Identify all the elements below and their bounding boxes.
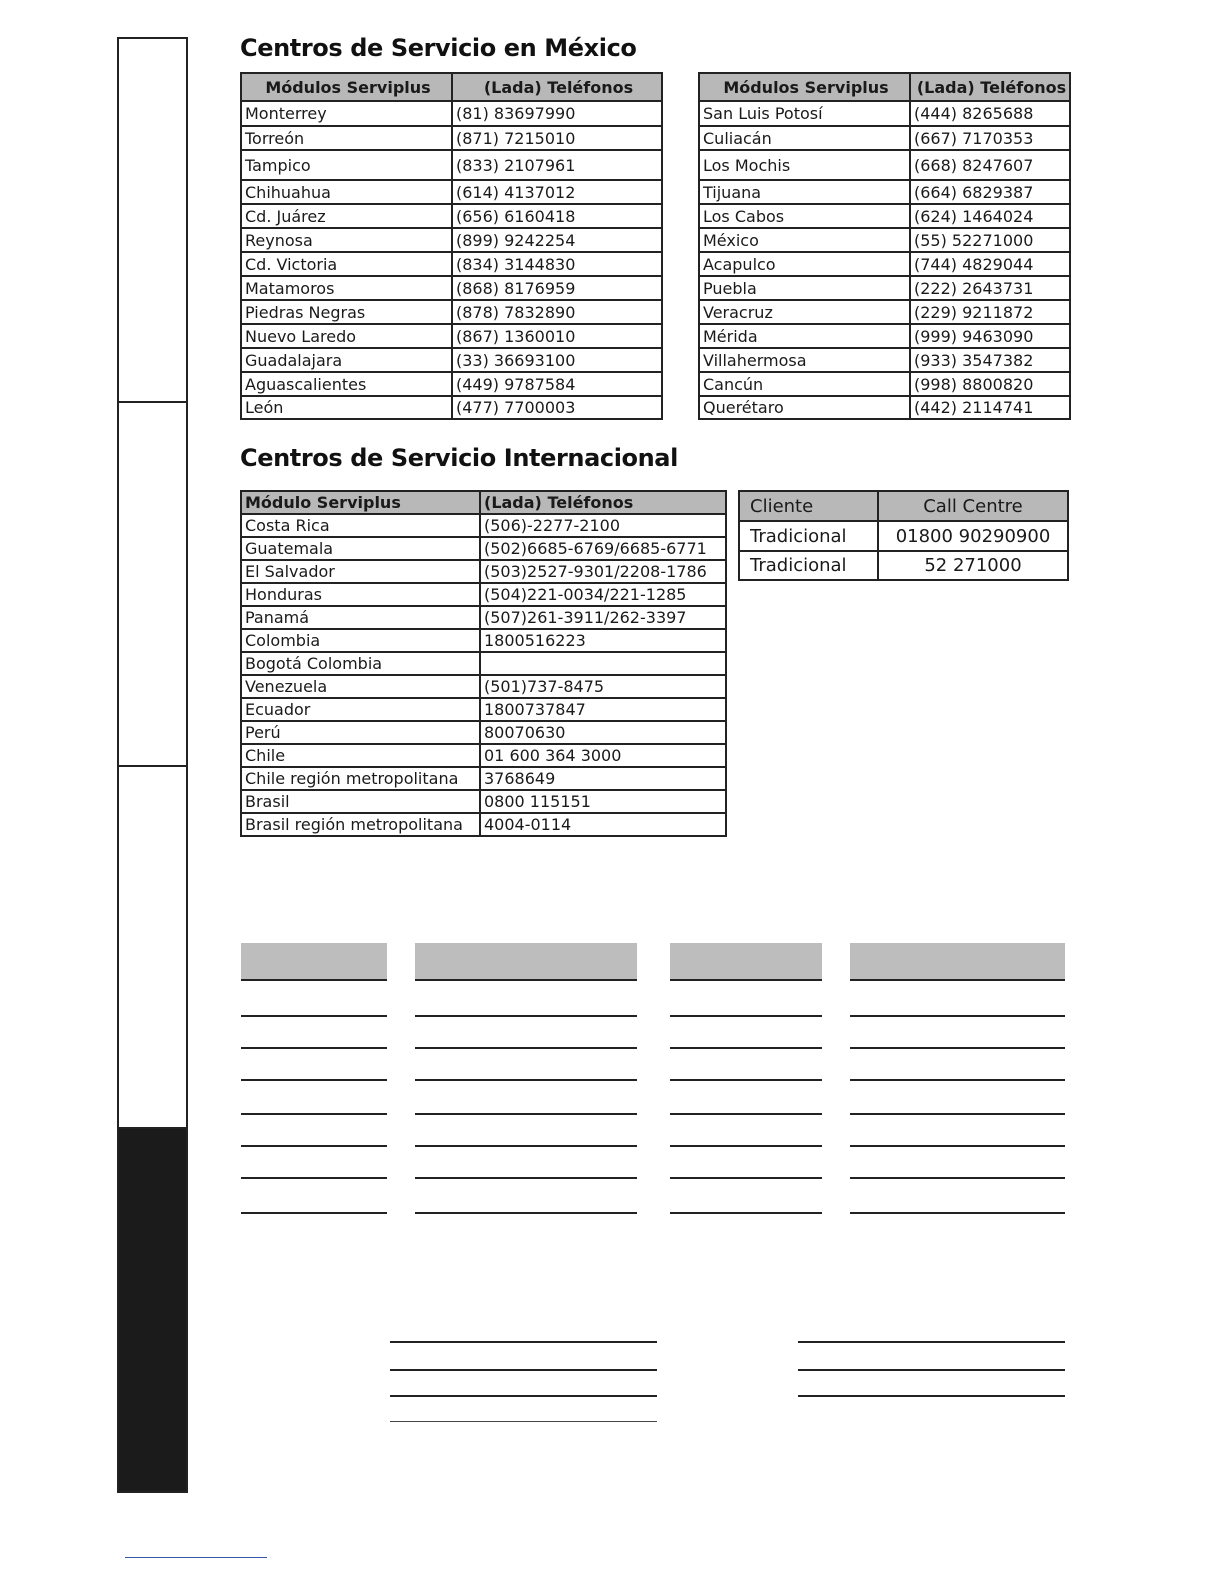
form-blank-line — [241, 1113, 387, 1115]
location-cell: Torreón — [241, 126, 452, 150]
phone-cell: (624) 1464024 — [910, 204, 1070, 228]
table-row — [699, 228, 1070, 252]
location-cell: San Luis Potosí — [699, 101, 910, 126]
form-blank-line — [415, 1015, 637, 1017]
phone-cell: (899) 9242254 — [452, 228, 662, 252]
phone-cell: 01800 90290900 — [878, 521, 1068, 551]
table-row — [241, 652, 726, 675]
location-cell: Colombia — [241, 629, 480, 652]
table-row — [241, 537, 726, 560]
table-row — [241, 560, 726, 583]
location-cell: México — [699, 228, 910, 252]
table-row — [699, 252, 1070, 276]
phone-cell: (871) 7215010 — [452, 126, 662, 150]
form-blank-line — [241, 1079, 387, 1081]
table-row — [241, 698, 726, 721]
location-cell: Veracruz — [699, 300, 910, 324]
table-row — [241, 629, 726, 652]
col-header-module: Módulos Serviplus — [699, 73, 910, 101]
international-title: Centros de Servicio Internacional — [240, 444, 678, 472]
phone-cell: (222) 2643731 — [910, 276, 1070, 300]
phone-cell: (449) 9787584 — [452, 372, 662, 396]
form-column-header-3 — [670, 943, 822, 981]
signature-line — [390, 1341, 657, 1343]
side-tab-active — [117, 1127, 188, 1493]
location-cell: Guadalajara — [241, 348, 452, 372]
location-cell: Chihuahua — [241, 180, 452, 204]
phone-cell: 1800737847 — [480, 698, 726, 721]
location-cell: Querétaro — [699, 396, 910, 419]
form-column-header-1 — [241, 943, 387, 981]
table-row — [241, 228, 662, 252]
location-cell: El Salvador — [241, 560, 480, 583]
form-blank-line — [415, 1177, 637, 1179]
location-cell: Reynosa — [241, 228, 452, 252]
location-cell: Venezuela — [241, 675, 480, 698]
location-cell: Brasil — [241, 790, 480, 813]
table-row — [699, 372, 1070, 396]
signature-line — [390, 1369, 657, 1371]
form-blank-line — [415, 1145, 637, 1147]
phone-cell: 01 600 364 3000 — [480, 744, 726, 767]
table-row — [241, 744, 726, 767]
phone-cell: (868) 8176959 — [452, 276, 662, 300]
form-blank-line — [415, 1113, 637, 1115]
col-header-call-centre: Call Centre — [878, 491, 1068, 521]
col-header-phone: (Lada) Teléfonos — [910, 73, 1070, 101]
form-blank-line — [415, 1212, 637, 1214]
phone-cell: (878) 7832890 — [452, 300, 662, 324]
table-row — [241, 372, 662, 396]
location-cell: Honduras — [241, 583, 480, 606]
form-blank-line — [670, 1145, 822, 1147]
table-row — [699, 204, 1070, 228]
signature-line — [390, 1395, 657, 1397]
form-blank-line — [415, 1047, 637, 1049]
table-row — [241, 204, 662, 228]
table-row — [241, 276, 662, 300]
table-row — [241, 514, 726, 537]
form-blank-line — [670, 1212, 822, 1214]
col-header-module: Módulo Serviplus — [241, 491, 480, 514]
phone-cell: (656) 6160418 — [452, 204, 662, 228]
table-row — [699, 396, 1070, 419]
phone-cell: (502)6685-6769/6685-6771 — [480, 537, 726, 560]
form-blank-line — [241, 1015, 387, 1017]
form-blank-line — [241, 1047, 387, 1049]
phone-cell: (504)221-0034/221-1285 — [480, 583, 726, 606]
location-cell: Cd. Juárez — [241, 204, 452, 228]
table-row — [241, 767, 726, 790]
side-tab-2 — [117, 401, 188, 767]
phone-cell: (444) 8265688 — [910, 101, 1070, 126]
table-row — [241, 324, 662, 348]
location-cell: Los Cabos — [699, 204, 910, 228]
location-cell: Chile — [241, 744, 480, 767]
location-cell: Costa Rica — [241, 514, 480, 537]
location-cell: Ecuador — [241, 698, 480, 721]
form-blank-line — [850, 1212, 1065, 1214]
signature-line — [798, 1341, 1065, 1343]
phone-cell: (55) 52271000 — [910, 228, 1070, 252]
table-row — [241, 348, 662, 372]
table-row — [699, 348, 1070, 372]
location-cell: Brasil región metropolitana — [241, 813, 480, 836]
col-header-phone: (Lada) Teléfonos — [480, 491, 726, 514]
phone-cell: (506)-2277-2100 — [480, 514, 726, 537]
phone-cell: (744) 4829044 — [910, 252, 1070, 276]
location-cell: Panamá — [241, 606, 480, 629]
phone-cell: (664) 6829387 — [910, 180, 1070, 204]
phone-cell — [480, 652, 726, 675]
phone-cell: (442) 2114741 — [910, 396, 1070, 419]
location-cell: Acapulco — [699, 252, 910, 276]
table-row — [699, 101, 1070, 126]
form-blank-line — [850, 1015, 1065, 1017]
table-row — [241, 126, 662, 150]
phone-cell: (477) 7700003 — [452, 396, 662, 419]
table-row — [739, 551, 1068, 580]
form-blank-line — [850, 1177, 1065, 1179]
phone-cell: 0800 115151 — [480, 790, 726, 813]
location-cell: Monterrey — [241, 101, 452, 126]
phone-cell: 80070630 — [480, 721, 726, 744]
signature-line — [798, 1369, 1065, 1371]
signature-line — [390, 1421, 657, 1422]
location-cell: Cancún — [699, 372, 910, 396]
mexico-title: Centros de Servicio en México — [240, 34, 637, 62]
col-header-module: Módulos Serviplus — [241, 73, 452, 101]
international-table — [240, 490, 727, 837]
form-blank-line — [670, 1079, 822, 1081]
location-cell: Tampico — [241, 150, 452, 180]
location-cell: Tradicional — [739, 521, 878, 551]
table-row — [241, 583, 726, 606]
table-row — [241, 790, 726, 813]
location-cell: Nuevo Laredo — [241, 324, 452, 348]
phone-cell: (667) 7170353 — [910, 126, 1070, 150]
phone-cell: (933) 3547382 — [910, 348, 1070, 372]
form-blank-line — [670, 1047, 822, 1049]
table-row — [241, 101, 662, 126]
phone-cell: 1800516223 — [480, 629, 726, 652]
phone-cell: (81) 83697990 — [452, 101, 662, 126]
table-row — [241, 180, 662, 204]
table-row — [699, 180, 1070, 204]
phone-cell: (503)2527-9301/2208-1786 — [480, 560, 726, 583]
table-row — [241, 150, 662, 180]
location-cell: Bogotá Colombia — [241, 652, 480, 675]
mexico-table-left — [240, 72, 663, 420]
table-row — [699, 324, 1070, 348]
table-row — [699, 126, 1070, 150]
form-blank-line — [241, 1212, 387, 1214]
phone-cell: (999) 9463090 — [910, 324, 1070, 348]
table-row — [241, 675, 726, 698]
location-cell: Los Mochis — [699, 150, 910, 180]
form-blank-line — [241, 1145, 387, 1147]
form-blank-line — [850, 1113, 1065, 1115]
phone-cell: (867) 1360010 — [452, 324, 662, 348]
location-cell: Puebla — [699, 276, 910, 300]
side-tab-1 — [117, 37, 188, 403]
phone-cell: (33) 36693100 — [452, 348, 662, 372]
col-header-cliente: Cliente — [739, 491, 878, 521]
phone-cell: (998) 8800820 — [910, 372, 1070, 396]
form-column-header-4 — [850, 943, 1065, 981]
phone-cell: (229) 9211872 — [910, 300, 1070, 324]
location-cell: Aguascalientes — [241, 372, 452, 396]
location-cell: Matamoros — [241, 276, 452, 300]
phone-cell: 4004-0114 — [480, 813, 726, 836]
table-row — [699, 150, 1070, 180]
table-row — [241, 252, 662, 276]
location-cell: Guatemala — [241, 537, 480, 560]
form-blank-line — [850, 1047, 1065, 1049]
signature-line — [798, 1395, 1065, 1397]
phone-cell: (833) 2107961 — [452, 150, 662, 180]
mexico-table-right — [698, 72, 1071, 420]
footer-link-underline — [125, 1557, 267, 1558]
location-cell: Chile región metropolitana — [241, 767, 480, 790]
phone-cell: 3768649 — [480, 767, 726, 790]
location-cell: León — [241, 396, 452, 419]
phone-cell: (834) 3144830 — [452, 252, 662, 276]
call-centre-table — [738, 490, 1069, 581]
table-row — [699, 300, 1070, 324]
phone-cell: (614) 4137012 — [452, 180, 662, 204]
form-blank-line — [415, 1079, 637, 1081]
phone-cell: (668) 8247607 — [910, 150, 1070, 180]
location-cell: Perú — [241, 721, 480, 744]
table-row — [739, 521, 1068, 551]
location-cell: Cd. Victoria — [241, 252, 452, 276]
form-blank-line — [241, 1177, 387, 1179]
table-row — [241, 721, 726, 744]
table-row — [241, 813, 726, 836]
location-cell: Culiacán — [699, 126, 910, 150]
form-blank-line — [670, 1015, 822, 1017]
location-cell: Piedras Negras — [241, 300, 452, 324]
table-row — [241, 396, 662, 419]
location-cell: Tijuana — [699, 180, 910, 204]
side-tab-3 — [117, 765, 188, 1129]
table-row — [241, 300, 662, 324]
form-blank-line — [850, 1079, 1065, 1081]
phone-cell: (501)737-8475 — [480, 675, 726, 698]
location-cell: Tradicional — [739, 551, 878, 580]
form-blank-line — [670, 1113, 822, 1115]
phone-cell: (507)261-3911/262-3397 — [480, 606, 726, 629]
table-row — [699, 276, 1070, 300]
location-cell: Mérida — [699, 324, 910, 348]
form-blank-line — [670, 1177, 822, 1179]
form-blank-line — [850, 1145, 1065, 1147]
form-column-header-2 — [415, 943, 637, 981]
table-row — [241, 606, 726, 629]
col-header-phone: (Lada) Teléfonos — [452, 73, 662, 101]
phone-cell: 52 271000 — [878, 551, 1068, 580]
location-cell: Villahermosa — [699, 348, 910, 372]
